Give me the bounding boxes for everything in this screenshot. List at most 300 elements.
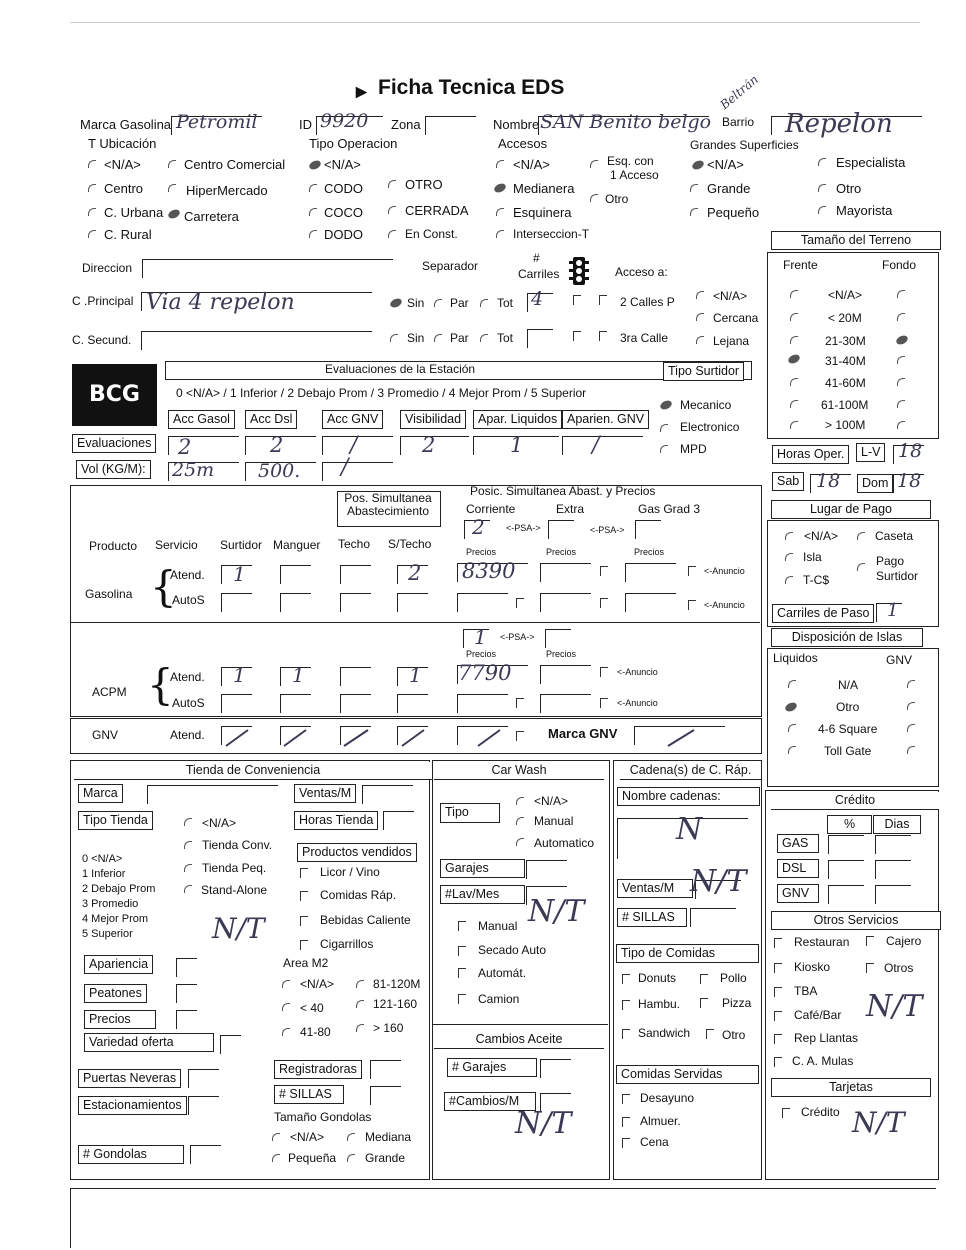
desayuno-check[interactable] [622,1094,630,1104]
carwash-secado-check[interactable] [458,946,466,956]
tienda-sillas-field[interactable] [370,1086,401,1105]
bottom-rule [70,1188,936,1189]
gasolina-label: Gasolina [85,587,133,601]
accesos-esq-radio[interactable] [590,160,598,168]
eval-acc-dsl-value: 2 [270,433,284,457]
tienda-ventas-field[interactable] [362,785,413,804]
acpm-autos-corriente-field[interactable] [457,694,508,713]
psa-gasgrad-field[interactable] [635,520,661,539]
frente-na-radio[interactable] [790,290,798,298]
pollo-check[interactable] [700,974,708,984]
gondola-pequena-radio[interactable] [272,1154,280,1162]
vol-gnv-value: / [341,455,349,480]
credito-pct: % [827,815,872,834]
area-160-radio[interactable] [356,1000,364,1008]
grandes-na-radio-selected[interactable] [691,159,705,171]
tipo-tienda-peq-radio[interactable] [184,864,192,872]
islas-na-radio[interactable] [788,680,796,688]
acpm-autos-extra-field[interactable] [540,694,591,713]
tipo-op-cerrada-radio[interactable] [388,206,396,214]
acpm-atend: Atend. [170,670,205,684]
fondo-mas100-radio[interactable] [897,421,905,429]
frente-mas100-radio[interactable] [790,421,798,429]
ubicacion-centro-radio[interactable] [88,184,96,192]
tienda-sillas-label: # SILLAS [274,1085,344,1104]
grandes-grande: Grande [707,181,751,196]
carriles-hash: # [533,251,540,265]
cambios-m: #Cambios/M [444,1092,536,1111]
marca-gasolina-value: Petromil [176,111,258,133]
bcg-logo: BCG [72,364,157,426]
terreno-60: 41-60M [825,376,866,390]
acpm-brace: { [147,660,174,709]
gas-precio-extra-field[interactable] [540,563,591,582]
servida-desayuno: Desayuno [640,1091,695,1105]
tipo-op-codo-radio[interactable] [309,184,317,192]
eval-acc-gasol-value: 2 [178,435,192,459]
pago-na: <N/A> [804,529,839,543]
cadenas-sillas-field[interactable] [690,908,736,927]
frente-60-radio[interactable] [790,378,798,386]
accesos-intersec: Interseccion-T [513,227,590,241]
acceso-na: <N/A> [713,289,748,303]
gas-atend-techo-field[interactable] [340,565,371,584]
eval-apar-liq-value: 1 [510,433,524,457]
tarjeta-credito-check[interactable] [782,1108,790,1118]
carwash-garajes-field[interactable] [526,860,567,879]
pago-surtidor-radio[interactable] [857,563,865,571]
bebidas-label: Bebidas Caliente [320,913,411,927]
gas-autos-anuncio-check[interactable] [688,600,696,610]
comidas-servidas: Comidas Servidas [616,1065,759,1084]
terreno-20: < 20M [828,311,862,325]
credito-gas-dias-field[interactable] [875,835,911,854]
cambios-title: Cambios Aceite [434,1031,604,1049]
gas-autos-check-2[interactable] [600,598,608,608]
islas-otro: Otro [836,700,860,714]
pago-na-radio[interactable] [785,532,793,540]
tipo-op-otro: OTRO [405,177,443,192]
carwash-camion-check[interactable] [458,994,466,1004]
principal-tot: Tot [497,296,514,310]
acpm-autos-techo-field[interactable] [340,694,371,713]
acceso-lejana: Lejana [713,334,750,348]
principal-tot-radio[interactable] [480,299,488,307]
area-80: 41-80 [300,1025,331,1039]
tienda-marca: Marca [78,784,123,803]
acpm-precio-value: 7790 [458,661,512,685]
carwash-lavmes: #Lav/Mes [440,885,525,904]
accesos-otro-radio[interactable] [590,194,598,202]
gondola-pequena: Pequeña [288,1151,337,1165]
acpm-autos-anuncio-check[interactable] [600,698,608,708]
comida-otro: Otro [722,1028,746,1042]
gondolas-label: # Gondolas [78,1145,184,1164]
secund-carriles-field[interactable] [527,329,553,348]
grandes-pequeno-radio[interactable] [690,208,698,216]
credito-gnv-pct-field[interactable] [828,885,864,904]
carwash-garajes: Garajes [440,859,525,878]
cafe-check[interactable] [774,1011,782,1021]
marca-gasolina-label: Marca Gasolina [80,117,172,132]
area-mas160: > 160 [373,1021,404,1035]
frente-30-radio[interactable] [790,336,798,344]
tipo-op-coco: COCO [324,205,363,220]
ubicacion-hiper: HiperMercado [186,183,268,198]
acpm-autos-stecho-field[interactable] [397,694,428,713]
ubicacion-carretera-radio-selected[interactable] [167,208,181,220]
comida-sandwich: Sandwich [638,1026,691,1040]
gas-autos-extra-field[interactable] [540,593,591,612]
eval-acc-gnv-field[interactable] [322,436,393,455]
acceso-na-radio[interactable] [696,291,704,299]
c-secund-field[interactable] [141,331,372,350]
gas-autos-check-1[interactable] [516,598,524,608]
islas-na: N/A [838,678,859,692]
surtidor-mpd: MPD [680,442,707,456]
col-techo: Techo [338,537,371,551]
col-manguer: Manguer [273,538,321,552]
secund-check-1[interactable] [573,331,581,341]
terreno-100: 61-100M [821,398,869,412]
gondola-na: <N/A> [290,1130,325,1144]
credito-dsl: DSL [777,859,819,878]
kiosko-check[interactable] [774,963,782,973]
eval-scale: 0 <N/A> / 1 Inferior / 2 Debajo Prom / 3 Promedio / 4 Mejor Prom / 5 Superior [176,386,587,400]
marca-gnv-label: Marca GNV [548,726,618,741]
acpm-autos-surtidor-field[interactable] [221,694,252,713]
accesos-na: <N/A> [513,157,550,172]
gondola-mediana: Mediana [365,1130,412,1144]
area-40-radio[interactable] [282,1003,290,1011]
grandes-otro-radio[interactable] [818,184,826,192]
otros-check[interactable] [866,963,874,973]
gasolina-autos: AutoS [172,593,205,607]
bebidas-check[interactable] [300,916,308,926]
credito-gas-pct-field[interactable] [828,835,864,854]
grandes-mayorista-radio[interactable] [818,206,826,214]
credito-dsl-dias-field[interactable] [875,860,911,879]
eval-col-visibilidad: Visibilidad [400,410,466,429]
surtidor-mpd-radio[interactable] [660,445,668,453]
carriles-paso-value: 1 [887,600,899,621]
almuerzo-check[interactable] [622,1117,630,1127]
pago-isla-radio[interactable] [785,553,793,561]
acceso-cercana-radio[interactable] [696,313,704,321]
carwash-manual-check[interactable] [458,921,466,931]
gondola-mediana-radio[interactable] [347,1133,355,1141]
gondolas-field[interactable] [190,1145,221,1164]
separador-label: Separador [422,259,479,273]
tipo-op-enconst-radio[interactable] [388,230,396,238]
pizza-check[interactable] [700,998,708,1008]
acpm-anuncio-check[interactable] [600,667,608,677]
eval-apar-gnv-field[interactable] [562,436,643,455]
cigarrillos-check[interactable] [300,940,308,950]
islas-gnv-otro-radio[interactable] [907,702,915,710]
tienda-scale-0: 0 <N/A> [82,853,123,865]
bullet-mark: ▸ [356,80,367,103]
puertas-field[interactable] [188,1069,219,1088]
precios-label-1: Precios [466,547,497,557]
donuts-check[interactable] [622,974,630,984]
apariencia-field[interactable] [176,958,197,977]
mulas-check[interactable] [774,1057,782,1067]
area-mas160-radio[interactable] [356,1024,364,1032]
gondola-na-radio[interactable] [272,1133,280,1141]
credito-dsl-pct-field[interactable] [828,860,864,879]
tienda-note: N/T [212,912,265,945]
carwash-auto-radio[interactable] [516,838,524,846]
gas-atend-manguer-field[interactable] [280,565,311,584]
islas-square: 4-6 Square [818,722,878,736]
col-servicio: Servicio [155,538,198,552]
islas-gnv-na-radio[interactable] [907,680,915,688]
grandes-mayorista: Mayorista [836,203,893,218]
dos-calles-label: 2 Calles P [620,295,675,309]
servida-almuerzo: Almuer. [640,1114,681,1128]
secund-tot: Tot [497,331,514,345]
cambios-note: N/T [515,1106,572,1141]
fondo-40-radio[interactable] [897,356,905,364]
estacionamientos-label: Estacionamientos [78,1096,187,1115]
acceso-cercana: Cercana [713,311,759,325]
cigarrillos-label: Cigarrillos [320,937,374,951]
gas-anuncio-check[interactable] [688,566,696,576]
eval-row-label: Evaluaciones [72,434,156,453]
fondo-60-radio[interactable] [897,378,905,386]
cajero-check[interactable] [866,936,874,946]
islas-section [767,648,939,787]
gas-autos-surtidor-field[interactable] [221,593,252,612]
terreno-mas100: > 100M [825,418,866,432]
islas-gnv-square-radio[interactable] [907,724,915,732]
id-value: 9920 [320,110,369,132]
tienda-marca-field[interactable] [147,785,278,804]
posic-header: Posic. Simultanea Abast. y Precios [470,484,656,498]
acpm-autos: AutoS [172,696,205,710]
fondo-na-radio[interactable] [897,290,905,298]
islas-toll-radio[interactable] [788,746,796,754]
grandes-grande-radio[interactable] [690,184,698,192]
productos-vendidos: Productos vendidos [297,843,417,862]
tipo-tienda-conv-radio[interactable] [184,841,192,849]
ubicacion-rural-radio[interactable] [88,230,96,238]
gas-atend-surtidor-value: 1 [233,562,246,586]
comidas-check[interactable] [300,891,308,901]
otros-cajero: Cajero [886,934,922,948]
credito-gnv-dias-field[interactable] [875,885,911,904]
islas-gnv-toll-radio[interactable] [907,746,915,754]
frente-100-radio[interactable] [790,400,798,408]
otro-comida-check[interactable] [706,1029,714,1039]
tipo-op-coco-radio[interactable] [309,208,317,216]
islas-square-radio[interactable] [788,724,796,732]
vol-dsl-value: 500. [258,460,301,482]
licor-check[interactable] [300,868,308,878]
accesos-1acceso: 1 Acceso [610,168,659,182]
tipo-surtidor-title: Tipo Surtidor [663,362,744,381]
direccion-label: Direccion [82,261,133,275]
acpm-autos-check[interactable] [516,698,524,708]
cadenas-note-1: N [676,812,703,847]
area-80-radio[interactable] [282,1028,290,1036]
tienda-scale-4: 4 Mejor Prom [82,913,149,925]
llantas-check[interactable] [774,1034,782,1044]
islas-gnv: GNV [886,653,913,667]
carwash-s-automat: Automát. [478,966,527,980]
ubicacion-centro: Centro [104,181,144,196]
sandwich-check[interactable] [622,1029,630,1039]
peatones-field[interactable] [176,984,197,1003]
barrio-value: Repelon [785,109,893,139]
otros-otros: Otros [884,961,914,975]
eval-col-acc-dsl: Acc Dsl [245,410,297,429]
principal-par-radio[interactable] [434,299,442,307]
secund-sin-radio[interactable] [390,334,398,342]
top-rule [70,22,920,23]
vol-gasol-value: 25m [172,459,215,481]
zona-field[interactable] [425,116,476,135]
tipo-comidas: Tipo de Comidas [616,944,759,963]
pago-tc-radio[interactable] [785,576,793,584]
carwash-manual-radio[interactable] [516,817,524,825]
psa-extra-field[interactable] [548,520,574,539]
principal-sin-radio-selected[interactable] [389,297,403,309]
eval-title: Evaluaciones de la Estación [325,362,476,376]
vol-label: Vol (KG/M): [76,460,151,479]
gas-autos-techo-field[interactable] [340,593,371,612]
secund-3ra-check[interactable] [599,331,607,341]
comida-pollo: Pollo [720,971,747,985]
hambu-check[interactable] [622,1000,630,1010]
tipo-op-dodo-radio[interactable] [309,230,317,238]
ubicacion-cc: Centro Comercial [184,157,286,172]
registradoras-field[interactable] [370,1060,401,1079]
frente-20-radio[interactable] [790,313,798,321]
principal-check-1[interactable] [573,295,581,305]
tipo-op-otro-radio[interactable] [388,180,396,188]
accesos-intersec-radio[interactable] [496,230,504,238]
variedad-field[interactable] [220,1035,241,1054]
gas-autos-corriente-field[interactable] [457,593,508,612]
ubicacion-na-radio[interactable] [88,160,96,168]
carwash-automat-check[interactable] [458,968,466,978]
direccion-field[interactable] [142,259,393,278]
cadenas-nombre: Nombre cadenas: [617,787,760,806]
tipo-tienda-na-radio[interactable] [184,818,192,826]
tipo-tienda-stand: Stand-Alone [201,883,268,897]
tipo-op-na: <N/A> [324,157,361,172]
terreno-frente: Frente [783,258,818,272]
comida-hambu: Hambu. [638,997,681,1011]
fondo-20-radio[interactable] [897,313,905,321]
accesos-esquinera-radio[interactable] [496,208,504,216]
estacionamientos-field[interactable] [188,1096,219,1115]
terreno-40: 31-40M [825,354,866,368]
form-title: Ficha Tecnica EDS [378,76,565,99]
pago-caseta-radio[interactable] [857,532,865,540]
acpm-precio-extra-field[interactable] [540,665,591,684]
tipo-op-na-radio-selected[interactable] [308,159,322,171]
precios-field[interactable] [176,1010,197,1029]
vol-gnv-field[interactable] [322,462,393,481]
tipo-op-dodo: DODO [324,227,363,242]
ubicacion-hiper-radio[interactable] [168,184,176,192]
terreno-title: Tamaño del Terreno [771,231,941,250]
grandes-pequeno: Pequeño [707,205,760,220]
eval-acc-gnv-value: / [350,433,358,458]
pago-tc: T-C$ [803,573,830,587]
surtidor-mecanico-radio-selected[interactable] [659,399,673,411]
accesos-medianera: Medianera [513,181,575,196]
tienda-horas-field[interactable] [383,811,414,830]
carwash-s-camion: Camion [478,992,520,1006]
acpm-atend-surtidor-value: 1 [233,663,246,687]
id-label: ID [299,117,312,132]
area-na-radio[interactable] [282,980,290,988]
cambios-garajes-field[interactable] [540,1059,571,1078]
gas-autos-stecho-field[interactable] [397,593,428,612]
col-surtidor: Surtidor [220,538,263,552]
area-120-radio[interactable] [356,980,364,988]
grandes-especialista-radio[interactable] [818,158,826,166]
c-secund-label: C. Secund. [72,333,132,347]
accesos-medianera-radio-selected[interactable] [493,182,507,194]
variedad-label: Variedad oferta [84,1033,214,1052]
acpm-atend-techo-field[interactable] [340,667,371,686]
gas-extra-check[interactable] [600,566,608,576]
secund-tot-radio[interactable] [480,334,488,342]
ubicacion-cc-radio[interactable] [168,160,176,168]
principal-2calles-check[interactable] [599,295,607,305]
area-na: <N/A> [300,977,335,991]
acpm-precios-1: Precios [466,649,497,659]
carwash-na: <N/A> [534,794,569,808]
carwash-auto: Automatico [534,836,595,850]
cena-check[interactable] [622,1138,630,1148]
acpm-divider [70,622,760,623]
dom-label: Dom [857,474,893,493]
gas-autos-manguer-field[interactable] [280,593,311,612]
otros-llantas: Rep Llantas [794,1031,859,1045]
grandes-sup-label: Grandes Superficies [690,138,799,152]
fondo-100-radio[interactable] [897,400,905,408]
acpm-autos-manguer-field[interactable] [280,694,311,713]
accesos-na-radio[interactable] [496,160,504,168]
acpm-psa-extra-field[interactable] [545,629,571,648]
acceso-lejana-radio[interactable] [696,336,704,344]
cambios-garajes: # Garajes [447,1058,537,1077]
gnv-label: GNV [92,728,119,742]
restauran-check[interactable] [774,938,782,948]
acpm-psa-value: 1 [474,625,487,649]
secund-par-radio[interactable] [434,334,442,342]
surtidor-electronico-radio[interactable] [660,424,668,432]
acpm-precios-2: Precios [546,649,577,659]
gas-precio-grad3-field[interactable] [625,563,676,582]
ubicacion-urbana-radio[interactable] [88,208,96,216]
dom-value: 18 [897,470,922,492]
islas-toll: Toll Gate [824,744,872,758]
tba-check[interactable] [774,987,782,997]
secund-sin: Sin [407,331,425,345]
gondola-grande-radio[interactable] [347,1154,355,1162]
tipo-tienda-stand-radio[interactable] [184,885,192,893]
carwash-na-radio[interactable] [516,797,524,805]
gas-autos-grad3-field[interactable] [625,593,676,612]
area-160: 121-160 [373,997,418,1011]
